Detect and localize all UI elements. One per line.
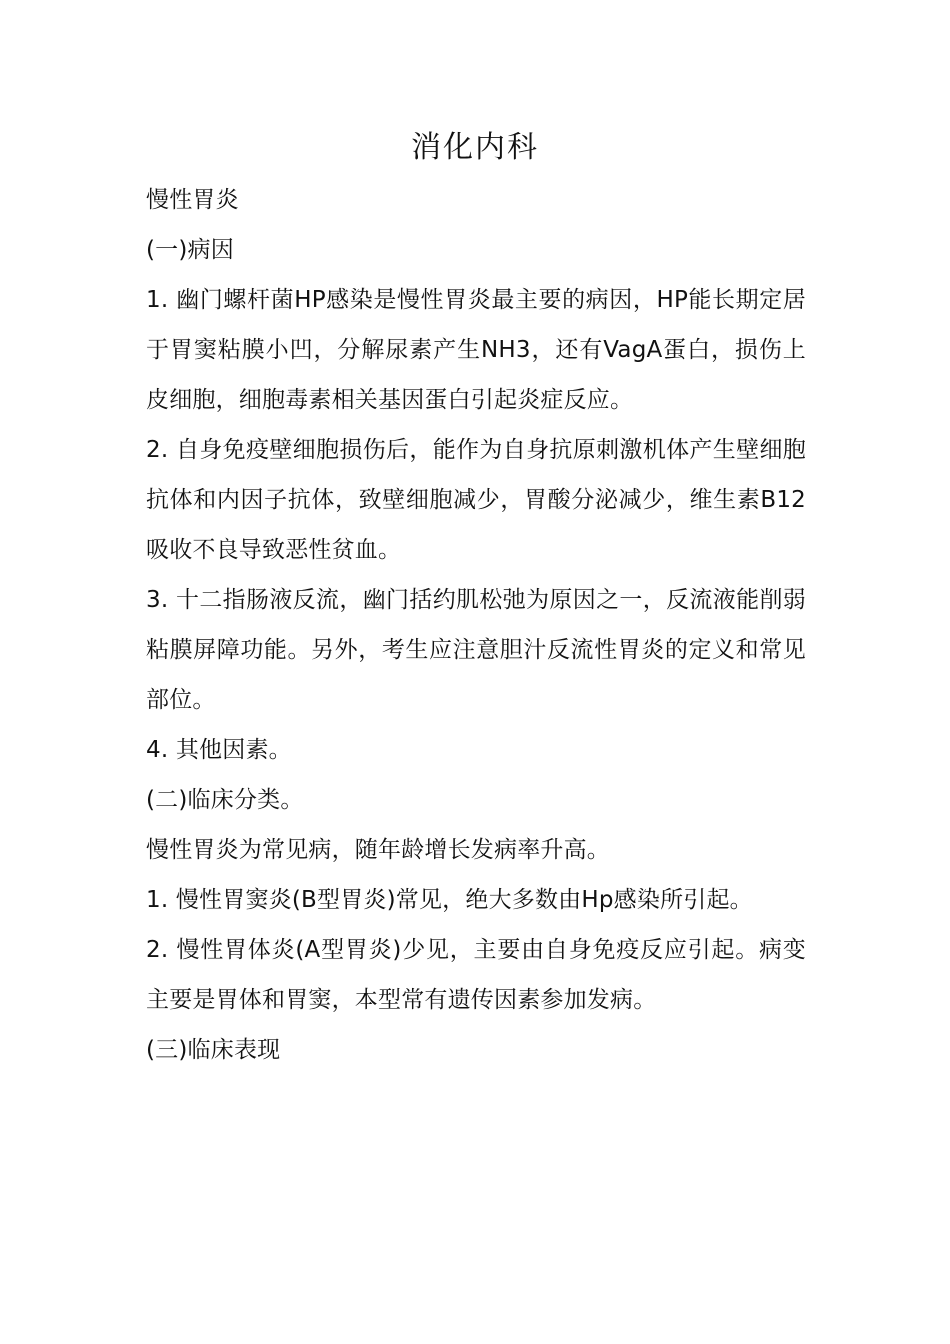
page-title: 消化内科 [411,130,539,165]
subheading-clinical-classification: (二)临床分类。 [146,787,304,813]
paragraph-etiology-4: 4. 其他因素。 [146,737,292,763]
subheading-clinical-manifestations: (三)临床表现 [146,1037,281,1063]
paragraph-etiology-2: 2. 自身免疫壁细胞损伤后，能作为自身抗原刺激机体产生壁细胞抗体和内因子抗体，致壁细胞减少，胃酸分泌减少，维生素B12吸收不良导致恶性贫血。 [146,437,806,563]
paragraph-classification-2: 2. 慢性胃体炎(A型胃炎)少见，主要由自身免疫反应引起。病变主要是胃体和胃窦，本型常有遗传因素参加发病。 [146,937,806,1013]
paragraph-classification-1: 1. 慢性胃窦炎(B型胃炎)常见，绝大多数由Hp感染所引起。 [146,887,753,913]
paragraph-classification-intro: 慢性胃炎为常见病，随年龄增长发病率升高。 [146,837,610,863]
paragraph-etiology-3: 3. 十二指肠液反流，幽门括约肌松弛为原因之一，反流液能削弱粘膜屏障功能。另外，考生应注意胆汁反流性胃炎的定义和常见部位。 [146,587,806,713]
subheading-etiology: (一)病因 [146,237,234,263]
paragraph-etiology-1: 1. 幽门螺杆菌HP感染是慢性胃炎最主要的病因，HP能长期定居于胃窦粘膜小凹，分解尿素产生NH3，还有VagA蛋白，损伤上皮细胞，细胞毒素相关基因蛋白引起炎症反应。 [146,287,806,413]
document-body [146,175,806,1075]
section-heading-chronic-gastritis: 慢性胃炎 [146,187,239,213]
